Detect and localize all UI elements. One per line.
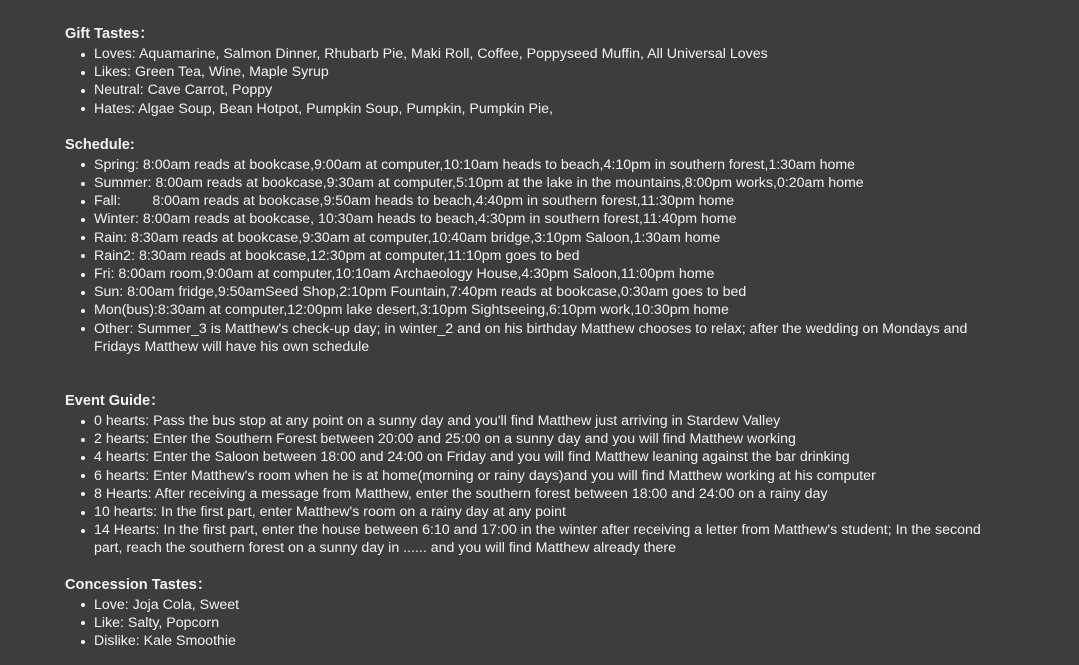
list-item: 8 Hearts: After receiving a message from Matthew, enter the southern forest between 18:00 and 24:00 on a rainy day (94, 485, 1010, 503)
list-item: Likes: Green Tea, Wine, Maple Syrup (94, 63, 1010, 81)
list-item: 6 hearts: Enter Matthew's room when he is at home(morning or rainy days)and you will find Matthew working at his computer (94, 467, 1010, 485)
guide-content (65, 25, 1010, 650)
list-item: Mon(bus):8:30am at computer,12:00pm lake desert,3:10pm Sightseeing,6:10pm work,10:30pm home (94, 301, 1010, 319)
list-item: Sun: 8:00am fridge,9:50amSeed Shop,2:10pm Fountain,7:40pm reads at bookcase,0:30am goes to bed (94, 283, 1010, 301)
event-guide-section (65, 392, 1010, 558)
list-item: Like: Salty, Popcorn (94, 614, 1010, 632)
schedule-heading: Schedule: (65, 136, 135, 153)
list-item: 14 Hearts: In the first part, enter the house between 6:10 and 17:00 in the winter after receiving a letter from Matthew's student; In the second part, reach the southern forest on a sunny day in ...... and you will find Matthew already there (94, 521, 1010, 557)
concession-tastes-list (65, 596, 1010, 651)
list-item: Summer: 8:00am reads at bookcase,9:30am at computer,5:10pm at the lake in the mountains,8:00pm works,0:20am home (94, 174, 1010, 192)
list-item: Fall: 8:00am reads at bookcase,9:50am heads to beach,4:40pm in southern forest,11:30pm home (94, 192, 1010, 210)
concession-tastes-heading: Concession Tastes： (65, 576, 212, 593)
list-item: 10 hearts: In the first part, enter Matthew's room on a rainy day at any point (94, 503, 1010, 521)
list-item: Dislike: Kale Smoothie (94, 632, 1010, 650)
list-item: Loves: Aquamarine, Salmon Dinner, Rhubarb Pie, Maki Roll, Coffee, Poppyseed Muffin, All Universal Loves (94, 45, 1010, 63)
list-item: Spring: 8:00am reads at bookcase,9:00am at computer,10:10am heads to beach,4:10pm in southern forest,1:30am home (94, 156, 1010, 174)
list-item: Neutral: Cave Carrot, Poppy (94, 81, 1010, 99)
event-guide-heading: Event Guide： (65, 393, 165, 410)
list-item: Love: Joja Cola, Sweet (94, 596, 1010, 614)
list-item: Rain: 8:30am reads at bookcase,9:30am at computer,10:40am bridge,3:10pm Saloon,1:30am home (94, 229, 1010, 247)
concession-tastes-section (65, 576, 1010, 651)
list-item: Hates: Algae Soup, Bean Hotpot, Pumpkin Soup, Pumpkin, Pumpkin Pie, (94, 100, 1010, 118)
list-item: Fri: 8:00am room,9:00am at computer,10:10am Archaeology House,4:30pm Saloon,11:00pm home (94, 265, 1010, 283)
gift-tastes-list (65, 45, 1010, 118)
gift-tastes-section (65, 25, 1010, 118)
schedule-section (65, 136, 1010, 356)
list-item: Rain2: 8:30am reads at bookcase,12:30pm at computer,11:10pm goes to bed (94, 247, 1010, 265)
gift-tastes-heading: Gift Tastes： (65, 26, 154, 42)
list-item: Winter: 8:00am reads at bookcase, 10:30am heads to beach,4:30pm in southern forest,11:40pm home (94, 210, 1010, 228)
list-item: 4 hearts: Enter the Saloon between 18:00 and 24:00 on Friday and you will find Matthew leaning against the bar drinking (94, 448, 1010, 466)
event-guide-list (65, 412, 1010, 558)
list-item: Other: Summer_3 is Matthew's check-up day; in winter_2 and on his birthday Matthew chooses to relax; after the wedding on Mondays and Fridays Matthew will have his own schedule (94, 320, 1010, 356)
schedule-list (65, 156, 1010, 356)
list-item: 0 hearts: Pass the bus stop at any point on a sunny day and you'll find Matthew just arriving in Stardew Valley (94, 412, 1010, 430)
list-item: 2 hearts: Enter the Southern Forest between 20:00 and 25:00 on a sunny day and you will find Matthew working (94, 430, 1010, 448)
